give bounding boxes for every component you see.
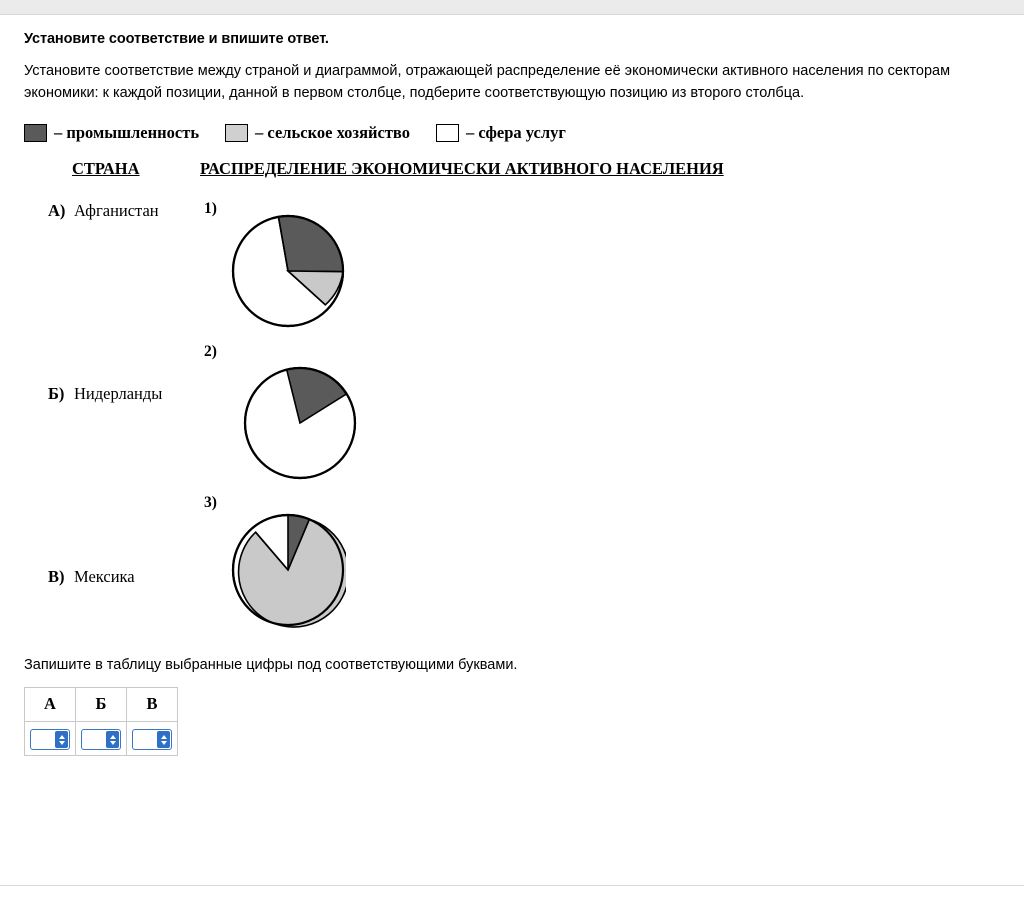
browser-top-bar <box>0 0 1024 15</box>
country-row-c <box>48 567 135 587</box>
answer-header-a: А <box>25 687 76 721</box>
answer-input-b[interactable] <box>81 729 121 750</box>
pie-chart-3-svg <box>230 512 346 628</box>
answer-table <box>24 687 178 756</box>
task-page <box>0 31 1024 756</box>
country-letter-a: А) <box>48 200 66 220</box>
legend <box>24 123 1000 143</box>
pie-chart-2 <box>242 365 358 486</box>
country-name-b: Нидерланды <box>74 383 163 403</box>
country-name-c: Мексика <box>74 566 135 586</box>
pie-chart-1-svg <box>230 213 346 329</box>
country-letter-c: В) <box>48 566 65 586</box>
matching-area <box>24 187 1000 657</box>
legend-item-agriculture <box>225 123 410 143</box>
option-number-1: 1) <box>204 199 217 217</box>
answer-input-c[interactable] <box>132 729 172 750</box>
answer-header-c: В <box>127 687 178 721</box>
pie-chart-2-svg <box>242 365 358 481</box>
stepper-arrows-b-icon[interactable] <box>106 731 119 748</box>
answer-header-b: Б <box>76 687 127 721</box>
pie-chart-3 <box>230 512 346 633</box>
answer-cell-c <box>127 721 178 755</box>
stepper-arrows-a-icon[interactable] <box>55 731 68 748</box>
option-number-3: 3) <box>204 493 217 511</box>
legend-swatch-industry-icon <box>24 124 47 142</box>
task-description: Установите соответствие между страной и диаграммой, отражающей распределение её экономически активного населения по секторам экономики: к каждой позиции, данной в первом столбце, подберите соответствующую позицию из второго столбца. <box>24 63 951 101</box>
legend-item-services <box>436 123 566 143</box>
legend-label-services: – сфера услуг <box>465 122 566 142</box>
option-number-2: 2) <box>204 342 217 360</box>
pie-chart-1 <box>230 213 346 334</box>
column-headers <box>24 159 1000 181</box>
answer-cell-a <box>25 721 76 755</box>
legend-label-industry: – промышленность <box>54 122 200 142</box>
column-header-country: СТРАНА <box>72 158 140 178</box>
stepper-arrows-c-icon[interactable] <box>157 731 170 748</box>
legend-label-agriculture: – сельское хозяйство <box>255 122 410 142</box>
answer-instruction: Запишите в таблицу выбранные цифры под соответствующими буквами. <box>24 656 518 673</box>
country-name-a: Афганистан <box>74 200 159 220</box>
legend-swatch-services-icon <box>436 124 459 142</box>
legend-swatch-agriculture-icon <box>225 124 248 142</box>
page-bottom-divider <box>0 885 1024 886</box>
answer-cell-b <box>76 721 127 755</box>
answer-table-header-row <box>25 687 178 721</box>
answer-table-input-row <box>25 721 178 755</box>
task-title: Установите соответствие и впишите ответ. <box>24 31 329 47</box>
legend-item-industry <box>24 123 199 143</box>
column-header-distribution: РАСПРЕДЕЛЕНИЕ ЭКОНОМИЧЕСКИ АКТИВНОГО НАСЕЛЕНИЯ <box>200 158 724 178</box>
country-row-b <box>48 384 162 404</box>
answer-input-a[interactable] <box>30 729 70 750</box>
country-row-a <box>48 201 159 221</box>
country-letter-b: Б) <box>48 383 65 403</box>
